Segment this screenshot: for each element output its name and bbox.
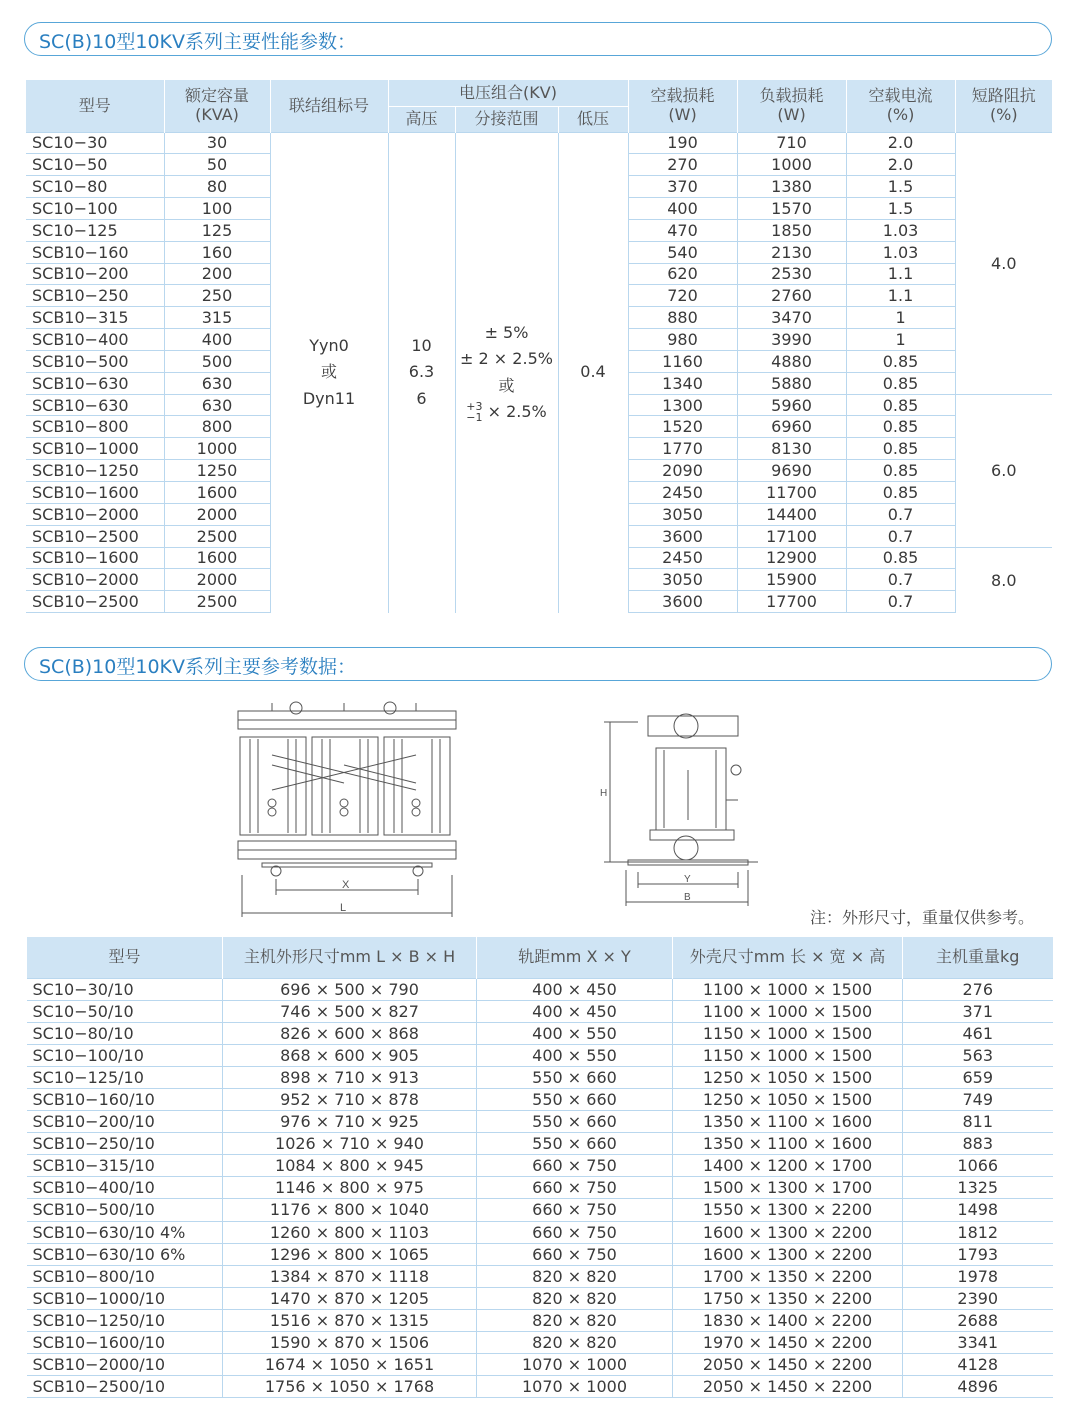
- cell-weight: 2688: [903, 1309, 1053, 1331]
- cell-gauge: 550 × 660: [477, 1133, 673, 1155]
- cell-enclosure: 1250 × 1050 × 1500: [673, 1066, 903, 1088]
- label-b: B: [684, 892, 691, 903]
- cell-dimensions: 1296 × 800 × 1065: [223, 1243, 477, 1265]
- cell-model: SCB10−630/10 4%: [27, 1221, 223, 1243]
- cell-dimensions: 1756 × 1050 × 1768: [223, 1376, 477, 1398]
- cell-noload-current: 0.7: [846, 525, 955, 547]
- connection-line: Yyn0: [309, 335, 349, 355]
- cell-model: SCB10−250/10: [27, 1133, 223, 1155]
- cell-dimensions: 952 × 710 × 878: [223, 1088, 477, 1110]
- cell-noload-loss: 720: [628, 285, 737, 307]
- cell-noload-current: 0.85: [846, 394, 955, 416]
- table-row: [27, 1309, 1053, 1331]
- cell-weight: 461: [903, 1022, 1053, 1044]
- cell-load-loss: 1850: [737, 219, 846, 241]
- table-row: [27, 1332, 1053, 1354]
- header-noload-loss: 空载损耗 (W): [628, 80, 737, 132]
- cell-capacity: 800: [164, 416, 270, 438]
- cell-model: SCB10−200: [26, 263, 164, 285]
- header-low-voltage: 低压: [558, 106, 628, 132]
- cell-model: SCB10−400/10: [27, 1177, 223, 1199]
- cell-load-loss: 8130: [737, 438, 846, 460]
- cell-model: SCB10−200/10: [27, 1111, 223, 1133]
- cell-model: SC10−100: [26, 198, 164, 220]
- cell-gauge: 820 × 820: [477, 1332, 673, 1354]
- cell-enclosure: 1150 × 1000 × 1500: [673, 1022, 903, 1044]
- header-high-voltage: 高压: [388, 106, 455, 132]
- cell-dimensions: 1470 × 870 × 1205: [223, 1287, 477, 1309]
- cell-capacity: 630: [164, 394, 270, 416]
- cell-noload-current: 2.0: [846, 132, 955, 154]
- cell-capacity: 1600: [164, 482, 270, 504]
- cell-noload-loss: 1300: [628, 394, 737, 416]
- cell-noload-current: 0.85: [846, 372, 955, 394]
- cell-model: SCB10−160: [26, 241, 164, 263]
- table-row: [27, 1155, 1053, 1177]
- label-x: X: [342, 879, 350, 891]
- cell-noload-current: 1: [846, 329, 955, 351]
- cell-model: SCB10−500/10: [27, 1199, 223, 1221]
- cell-model: SC10−80: [26, 176, 164, 198]
- label-y: Y: [684, 874, 691, 885]
- cell-noload-loss: 1340: [628, 372, 737, 394]
- cell-model: SCB10−1000: [26, 438, 164, 460]
- transformer-front-view-diagram: [232, 695, 462, 925]
- performance-table: [26, 80, 1052, 613]
- cell-noload-loss: 3050: [628, 569, 737, 591]
- ref-header-model: 型号: [27, 937, 223, 978]
- cell-capacity: 250: [164, 285, 270, 307]
- cell-gauge: 1070 × 1000: [477, 1354, 673, 1376]
- cell-weight: 371: [903, 1000, 1053, 1022]
- cell-noload-loss: 3600: [628, 591, 737, 613]
- cell-gauge: 550 × 660: [477, 1066, 673, 1088]
- cell-dimensions: 1084 × 800 × 945: [223, 1155, 477, 1177]
- cell-enclosure: 1350 × 1100 × 1600: [673, 1133, 903, 1155]
- cell-load-loss: 5960: [737, 394, 846, 416]
- cell-gauge: 550 × 660: [477, 1088, 673, 1110]
- cell-load-loss: 17100: [737, 525, 846, 547]
- cell-enclosure: 1550 × 1300 × 2200: [673, 1199, 903, 1221]
- cell-capacity: 630: [164, 372, 270, 394]
- cell-weight: 1066: [903, 1155, 1053, 1177]
- cell-capacity: 400: [164, 329, 270, 351]
- reference-note: 注：外形尺寸，重量仅供参考。: [810, 908, 1035, 927]
- cell-noload-current: 1: [846, 307, 955, 329]
- cell-capacity: 80: [164, 176, 270, 198]
- cell-gauge: 660 × 750: [477, 1155, 673, 1177]
- cell-weight: 749: [903, 1088, 1053, 1110]
- cell-gauge: 400 × 550: [477, 1022, 673, 1044]
- cell-enclosure: 1830 × 1400 × 2200: [673, 1309, 903, 1331]
- cell-enclosure: 1350 × 1100 × 1600: [673, 1111, 903, 1133]
- cell-weight: 3341: [903, 1332, 1053, 1354]
- section2-header: [24, 647, 1052, 681]
- cell-model: SCB10−1250: [26, 460, 164, 482]
- cell-load-loss: 15900: [737, 569, 846, 591]
- section2-title: SC(B)10型10KV系列主要参考数据：: [39, 656, 356, 678]
- cell-noload-current: 1.5: [846, 198, 955, 220]
- cell-capacity: 100: [164, 198, 270, 220]
- ref-header-dimensions: 主机外形尺寸mm L × B × H: [223, 937, 477, 978]
- cell-weight: 883: [903, 1133, 1053, 1155]
- header-connection: 联结组标号: [270, 80, 388, 132]
- cell-tap-range: ± 5% ± 2 × 2.5% 或 +3 −1 × 2.5%: [455, 132, 558, 613]
- cell-model: SCB10−315/10: [27, 1155, 223, 1177]
- header-impedance: 短路阻抗 (%): [955, 80, 1052, 132]
- cell-load-loss: 11700: [737, 482, 846, 504]
- cell-capacity: 200: [164, 263, 270, 285]
- table-row: [27, 1177, 1053, 1199]
- cell-capacity: 2000: [164, 569, 270, 591]
- cell-noload-current: 1.1: [846, 285, 955, 307]
- connection-line: Dyn11: [302, 388, 356, 408]
- cell-enclosure: 1250 × 1050 × 1500: [673, 1088, 903, 1110]
- cell-model: SCB10−250: [26, 285, 164, 307]
- cell-dimensions: 746 × 500 × 827: [223, 1000, 477, 1022]
- cell-impedance: 6.0: [955, 394, 1052, 547]
- header-model: 型号: [26, 80, 164, 132]
- cell-dimensions: 868 × 600 × 905: [223, 1044, 477, 1066]
- cell-model: SCB10−630: [26, 372, 164, 394]
- cell-impedance: 8.0: [955, 547, 1052, 613]
- cell-model: SCB10−2500/10: [27, 1376, 223, 1398]
- cell-dimensions: 1260 × 800 × 1103: [223, 1221, 477, 1243]
- table-row: [27, 1000, 1053, 1022]
- cell-noload-loss: 1770: [628, 438, 737, 460]
- cell-enclosure: 1500 × 1300 × 1700: [673, 1177, 903, 1199]
- cell-model: SCB10−2500: [26, 525, 164, 547]
- cell-model: SCB10−800/10: [27, 1265, 223, 1287]
- cell-load-loss: 9690: [737, 460, 846, 482]
- cell-gauge: 1070 × 1000: [477, 1376, 673, 1398]
- table-row: [27, 1265, 1053, 1287]
- cell-model: SCB10−630: [26, 394, 164, 416]
- cell-capacity: 30: [164, 132, 270, 154]
- cell-model: SCB10−400: [26, 329, 164, 351]
- cell-model: SCB10−500: [26, 350, 164, 372]
- cell-noload-current: 0.85: [846, 350, 955, 372]
- cell-enclosure: 1100 × 1000 × 1500: [673, 1000, 903, 1022]
- cell-noload-loss: 190: [628, 132, 737, 154]
- cell-noload-current: 1.03: [846, 219, 955, 241]
- cell-load-loss: 2530: [737, 263, 846, 285]
- cell-load-loss: 1570: [737, 198, 846, 220]
- ref-header-weight: 主机重量kg: [903, 937, 1053, 978]
- cell-noload-loss: 2450: [628, 482, 737, 504]
- cell-enclosure: 2050 × 1450 × 2200: [673, 1376, 903, 1398]
- cell-enclosure: 1400 × 1200 × 1700: [673, 1155, 903, 1177]
- ref-header-enclosure: 外壳尺寸mm 长 × 宽 × 高: [673, 937, 903, 978]
- cell-model: SCB10−1600/10: [27, 1332, 223, 1354]
- section1-title: SC(B)10型10KV系列主要性能参数：: [39, 31, 356, 53]
- cell-dimensions: 1176 × 800 × 1040: [223, 1199, 477, 1221]
- cell-model: SCB10−2000/10: [27, 1354, 223, 1376]
- cell-model: SCB10−1600: [26, 482, 164, 504]
- cell-model: SCB10−1250/10: [27, 1309, 223, 1331]
- cell-enclosure: 1600 × 1300 × 2200: [673, 1221, 903, 1243]
- table-row: [27, 1287, 1053, 1309]
- cell-dimensions: 1384 × 870 × 1118: [223, 1265, 477, 1287]
- cell-dimensions: 1674 × 1050 × 1651: [223, 1354, 477, 1376]
- cell-load-loss: 1000: [737, 154, 846, 176]
- cell-noload-current: 1.5: [846, 176, 955, 198]
- cell-dimensions: 898 × 710 × 913: [223, 1066, 477, 1088]
- cell-weight: 1812: [903, 1221, 1053, 1243]
- cell-capacity: 1000: [164, 438, 270, 460]
- cell-load-loss: 710: [737, 132, 846, 154]
- cell-model: SCB10−2000: [26, 503, 164, 525]
- cell-capacity: 2500: [164, 525, 270, 547]
- cell-load-loss: 6960: [737, 416, 846, 438]
- cell-model: SCB10−160/10: [27, 1088, 223, 1110]
- cell-noload-current: 0.85: [846, 547, 955, 569]
- cell-model: SCB10−800: [26, 416, 164, 438]
- cell-noload-loss: 470: [628, 219, 737, 241]
- cell-noload-loss: 880: [628, 307, 737, 329]
- cell-enclosure: 2050 × 1450 × 2200: [673, 1354, 903, 1376]
- cell-model: SC10−50: [26, 154, 164, 176]
- table-row: [27, 1111, 1053, 1133]
- table-row: [27, 1088, 1053, 1110]
- cell-load-loss: 12900: [737, 547, 846, 569]
- cell-weight: 1498: [903, 1199, 1053, 1221]
- cell-load-loss: 5880: [737, 372, 846, 394]
- cell-capacity: 125: [164, 219, 270, 241]
- cell-noload-loss: 2090: [628, 460, 737, 482]
- table-row: [27, 1133, 1053, 1155]
- connection-line: 或: [320, 362, 337, 382]
- cell-enclosure: 1100 × 1000 × 1500: [673, 978, 903, 1000]
- cell-model: SC10−100/10: [27, 1044, 223, 1066]
- table-row: [27, 1066, 1053, 1088]
- cell-noload-loss: 1520: [628, 416, 737, 438]
- cell-load-loss: 2760: [737, 285, 846, 307]
- cell-enclosure: 1750 × 1350 × 2200: [673, 1287, 903, 1309]
- cell-enclosure: 1150 × 1000 × 1500: [673, 1044, 903, 1066]
- cell-enclosure: 1700 × 1350 × 2200: [673, 1265, 903, 1287]
- cell-model: SCB10−2000: [26, 569, 164, 591]
- transformer-side-view-diagram: [598, 710, 768, 910]
- cell-capacity: 160: [164, 241, 270, 263]
- cell-low-voltage: 0.4: [558, 132, 628, 613]
- cell-noload-current: 1.1: [846, 263, 955, 285]
- cell-noload-current: 0.85: [846, 482, 955, 504]
- cell-model: SCB10−630/10 6%: [27, 1243, 223, 1265]
- cell-model: SC10−30/10: [27, 978, 223, 1000]
- cell-gauge: 400 × 450: [477, 1000, 673, 1022]
- table-row: [27, 1221, 1053, 1243]
- table-row: [27, 1199, 1053, 1221]
- cell-noload-current: 0.85: [846, 438, 955, 460]
- cell-gauge: 400 × 450: [477, 978, 673, 1000]
- table-row: [27, 1243, 1053, 1265]
- cell-capacity: 1600: [164, 547, 270, 569]
- cell-capacity: 1250: [164, 460, 270, 482]
- cell-high-voltage: 10 6.3 6: [388, 132, 455, 613]
- cell-model: SCB10−1600: [26, 547, 164, 569]
- cell-noload-loss: 270: [628, 154, 737, 176]
- cell-noload-current: 0.85: [846, 416, 955, 438]
- label-l: L: [340, 902, 347, 914]
- table-row: [27, 978, 1053, 1000]
- cell-capacity: 2500: [164, 591, 270, 613]
- cell-noload-loss: 2450: [628, 547, 737, 569]
- cell-gauge: 660 × 750: [477, 1199, 673, 1221]
- cell-load-loss: 17700: [737, 591, 846, 613]
- cell-weight: 659: [903, 1066, 1053, 1088]
- cell-weight: 2390: [903, 1287, 1053, 1309]
- cell-noload-loss: 3050: [628, 503, 737, 525]
- cell-dimensions: 1026 × 710 × 940: [223, 1133, 477, 1155]
- cell-dimensions: 1590 × 870 × 1506: [223, 1332, 477, 1354]
- cell-impedance: 4.0: [955, 132, 1052, 394]
- cell-capacity: 50: [164, 154, 270, 176]
- cell-weight: 4128: [903, 1354, 1053, 1376]
- cell-gauge: 400 × 550: [477, 1044, 673, 1066]
- cell-gauge: 820 × 820: [477, 1265, 673, 1287]
- table-row: [27, 1376, 1053, 1398]
- cell-weight: 276: [903, 978, 1053, 1000]
- cell-connection-group: [270, 132, 388, 613]
- cell-noload-current: 0.7: [846, 569, 955, 591]
- cell-model: SC10−125: [26, 219, 164, 241]
- cell-noload-loss: 540: [628, 241, 737, 263]
- table-row: [27, 1044, 1053, 1066]
- cell-model: SCB10−2500: [26, 591, 164, 613]
- cell-load-loss: 3990: [737, 329, 846, 351]
- cell-gauge: 820 × 820: [477, 1287, 673, 1309]
- header-voltage-group: 电压组合(KV): [388, 80, 628, 106]
- header-noload-current: 空载电流 (%): [846, 80, 955, 132]
- cell-enclosure: 1970 × 1450 × 2200: [673, 1332, 903, 1354]
- header-load-loss: 负载损耗 (W): [737, 80, 846, 132]
- cell-load-loss: 14400: [737, 503, 846, 525]
- cell-noload-current: 0.7: [846, 591, 955, 613]
- cell-weight: 4896: [903, 1376, 1053, 1398]
- ref-header-gauge: 轨距mm X × Y: [477, 937, 673, 978]
- section1-header: [24, 22, 1052, 56]
- cell-capacity: 315: [164, 307, 270, 329]
- cell-capacity: 500: [164, 350, 270, 372]
- cell-model: SC10−50/10: [27, 1000, 223, 1022]
- cell-dimensions: 1146 × 800 × 975: [223, 1177, 477, 1199]
- cell-dimensions: 1516 × 870 × 1315: [223, 1309, 477, 1331]
- header-capacity: 额定容量 (KVA): [164, 80, 270, 132]
- cell-gauge: 820 × 820: [477, 1309, 673, 1331]
- label-h: H: [600, 788, 608, 799]
- cell-model: SCB10−1000/10: [27, 1287, 223, 1309]
- cell-noload-current: 0.7: [846, 503, 955, 525]
- cell-noload-current: 1.03: [846, 241, 955, 263]
- cell-weight: 811: [903, 1111, 1053, 1133]
- cell-load-loss: 1380: [737, 176, 846, 198]
- table-row: [27, 1022, 1053, 1044]
- reference-table: [26, 937, 1053, 1398]
- cell-load-loss: 2130: [737, 241, 846, 263]
- cell-noload-loss: 980: [628, 329, 737, 351]
- cell-noload-current: 0.85: [846, 460, 955, 482]
- cell-weight: 1325: [903, 1177, 1053, 1199]
- cell-noload-current: 2.0: [846, 154, 955, 176]
- cell-load-loss: 3470: [737, 307, 846, 329]
- cell-model: SC10−125/10: [27, 1066, 223, 1088]
- cell-gauge: 660 × 750: [477, 1177, 673, 1199]
- cell-model: SCB10−315: [26, 307, 164, 329]
- cell-weight: 1978: [903, 1265, 1053, 1287]
- table-row: [26, 132, 1052, 154]
- cell-gauge: 660 × 750: [477, 1221, 673, 1243]
- cell-weight: 563: [903, 1044, 1053, 1066]
- cell-dimensions: 826 × 600 × 868: [223, 1022, 477, 1044]
- cell-dimensions: 976 × 710 × 925: [223, 1111, 477, 1133]
- cell-weight: 1793: [903, 1243, 1053, 1265]
- cell-noload-loss: 3600: [628, 525, 737, 547]
- header-tap-range: 分接范围: [455, 106, 558, 132]
- cell-gauge: 660 × 750: [477, 1243, 673, 1265]
- cell-noload-loss: 620: [628, 263, 737, 285]
- cell-model: SC10−30: [26, 132, 164, 154]
- cell-enclosure: 1600 × 1300 × 2200: [673, 1243, 903, 1265]
- cell-load-loss: 4880: [737, 350, 846, 372]
- table-row: [27, 1354, 1053, 1376]
- cell-noload-loss: 400: [628, 198, 737, 220]
- cell-model: SC10−80/10: [27, 1022, 223, 1044]
- cell-capacity: 2000: [164, 503, 270, 525]
- cell-noload-loss: 370: [628, 176, 737, 198]
- cell-noload-loss: 1160: [628, 350, 737, 372]
- cell-gauge: 550 × 660: [477, 1111, 673, 1133]
- cell-dimensions: 696 × 500 × 790: [223, 978, 477, 1000]
